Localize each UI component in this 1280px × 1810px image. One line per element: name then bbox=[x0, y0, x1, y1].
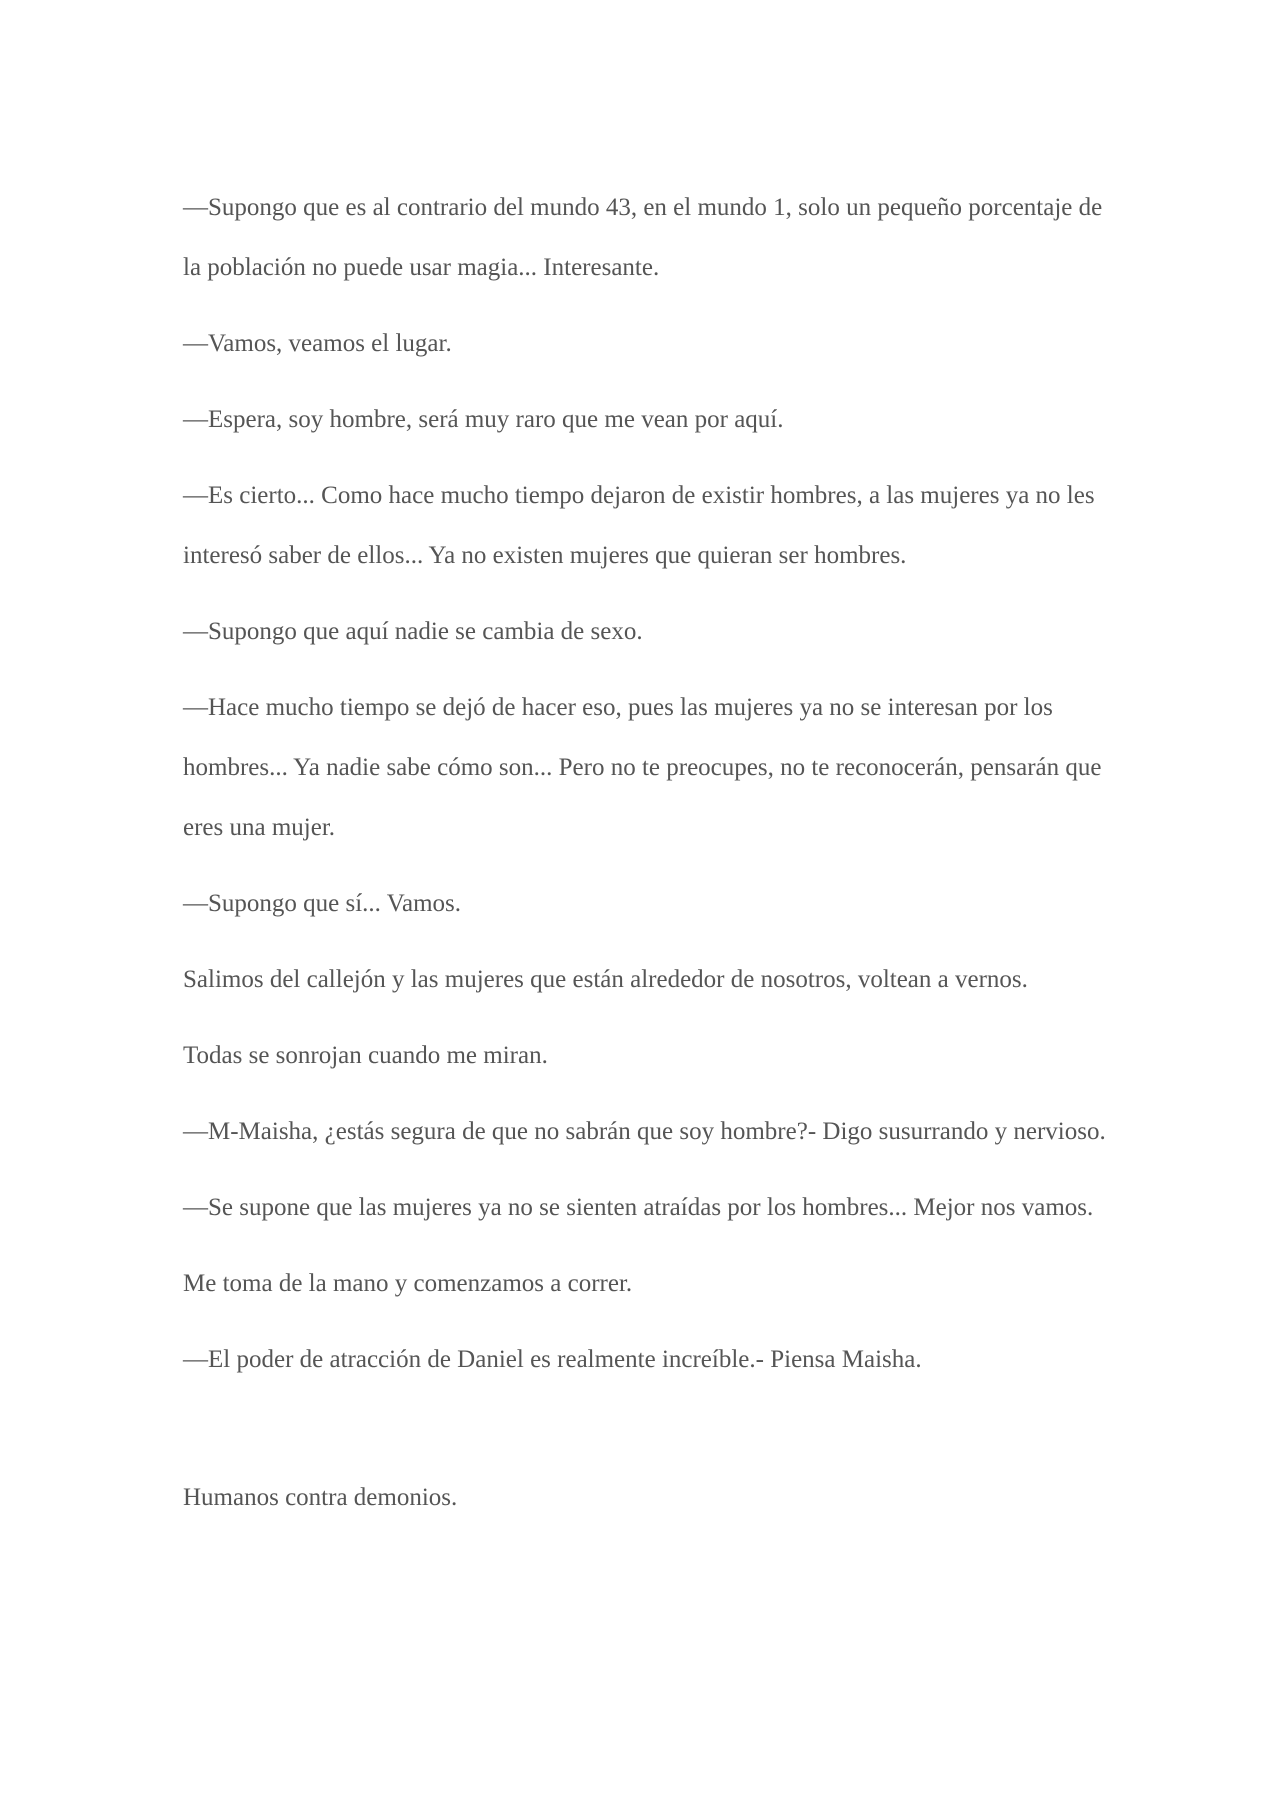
paragraph-11: —Se supone que las mujeres ya no se sienten atraídas por los hombres... Mejor nos vamos. bbox=[183, 1194, 1094, 1221]
paragraph-13: —El poder de atracción de Daniel es realmente increíble.- Piensa Maisha. bbox=[183, 1346, 922, 1373]
document-body bbox=[183, 178, 1123, 1544]
paragraph-3: —Espera, soy hombre, será muy raro que me vean por aquí. bbox=[183, 406, 784, 433]
section-heading: Humanos contra demonios. bbox=[183, 1484, 458, 1511]
paragraph-4: —Es cierto... Como hace mucho tiempo dejaron de existir hombres, a las mujeres ya no les interesó saber de ellos... Ya no existen mujeres que quieran ser hombres. bbox=[183, 482, 1095, 569]
paragraph-1: —Supongo que es al contrario del mundo 43, en el mundo 1, solo un pequeño porcentaje de la población no puede usar magia... Interesante. bbox=[183, 194, 1103, 281]
paragraph-5: —Supongo que aquí nadie se cambia de sexo. bbox=[183, 618, 643, 645]
paragraph-8: Salimos del callejón y las mujeres que están alrededor de nosotros, voltean a vernos. bbox=[183, 966, 1028, 993]
paragraph-12: Me toma de la mano y comenzamos a correr. bbox=[183, 1270, 633, 1297]
paragraph-2: —Vamos, veamos el lugar. bbox=[183, 330, 452, 357]
paragraph-10: —M-Maisha, ¿estás segura de que no sabrán que soy hombre?- Digo susurrando y nervioso. bbox=[183, 1118, 1106, 1145]
paragraph-9: Todas se sonrojan cuando me miran. bbox=[183, 1042, 548, 1069]
paragraph-6: —Hace mucho tiempo se dejó de hacer eso, pues las mujeres ya no se interesan por los hombres... Ya nadie sabe cómo son... Pero no te preocupes, no te reconocerán, pensarán que eres una mujer. bbox=[183, 694, 1102, 841]
paragraph-7: —Supongo que sí... Vamos. bbox=[183, 890, 462, 917]
